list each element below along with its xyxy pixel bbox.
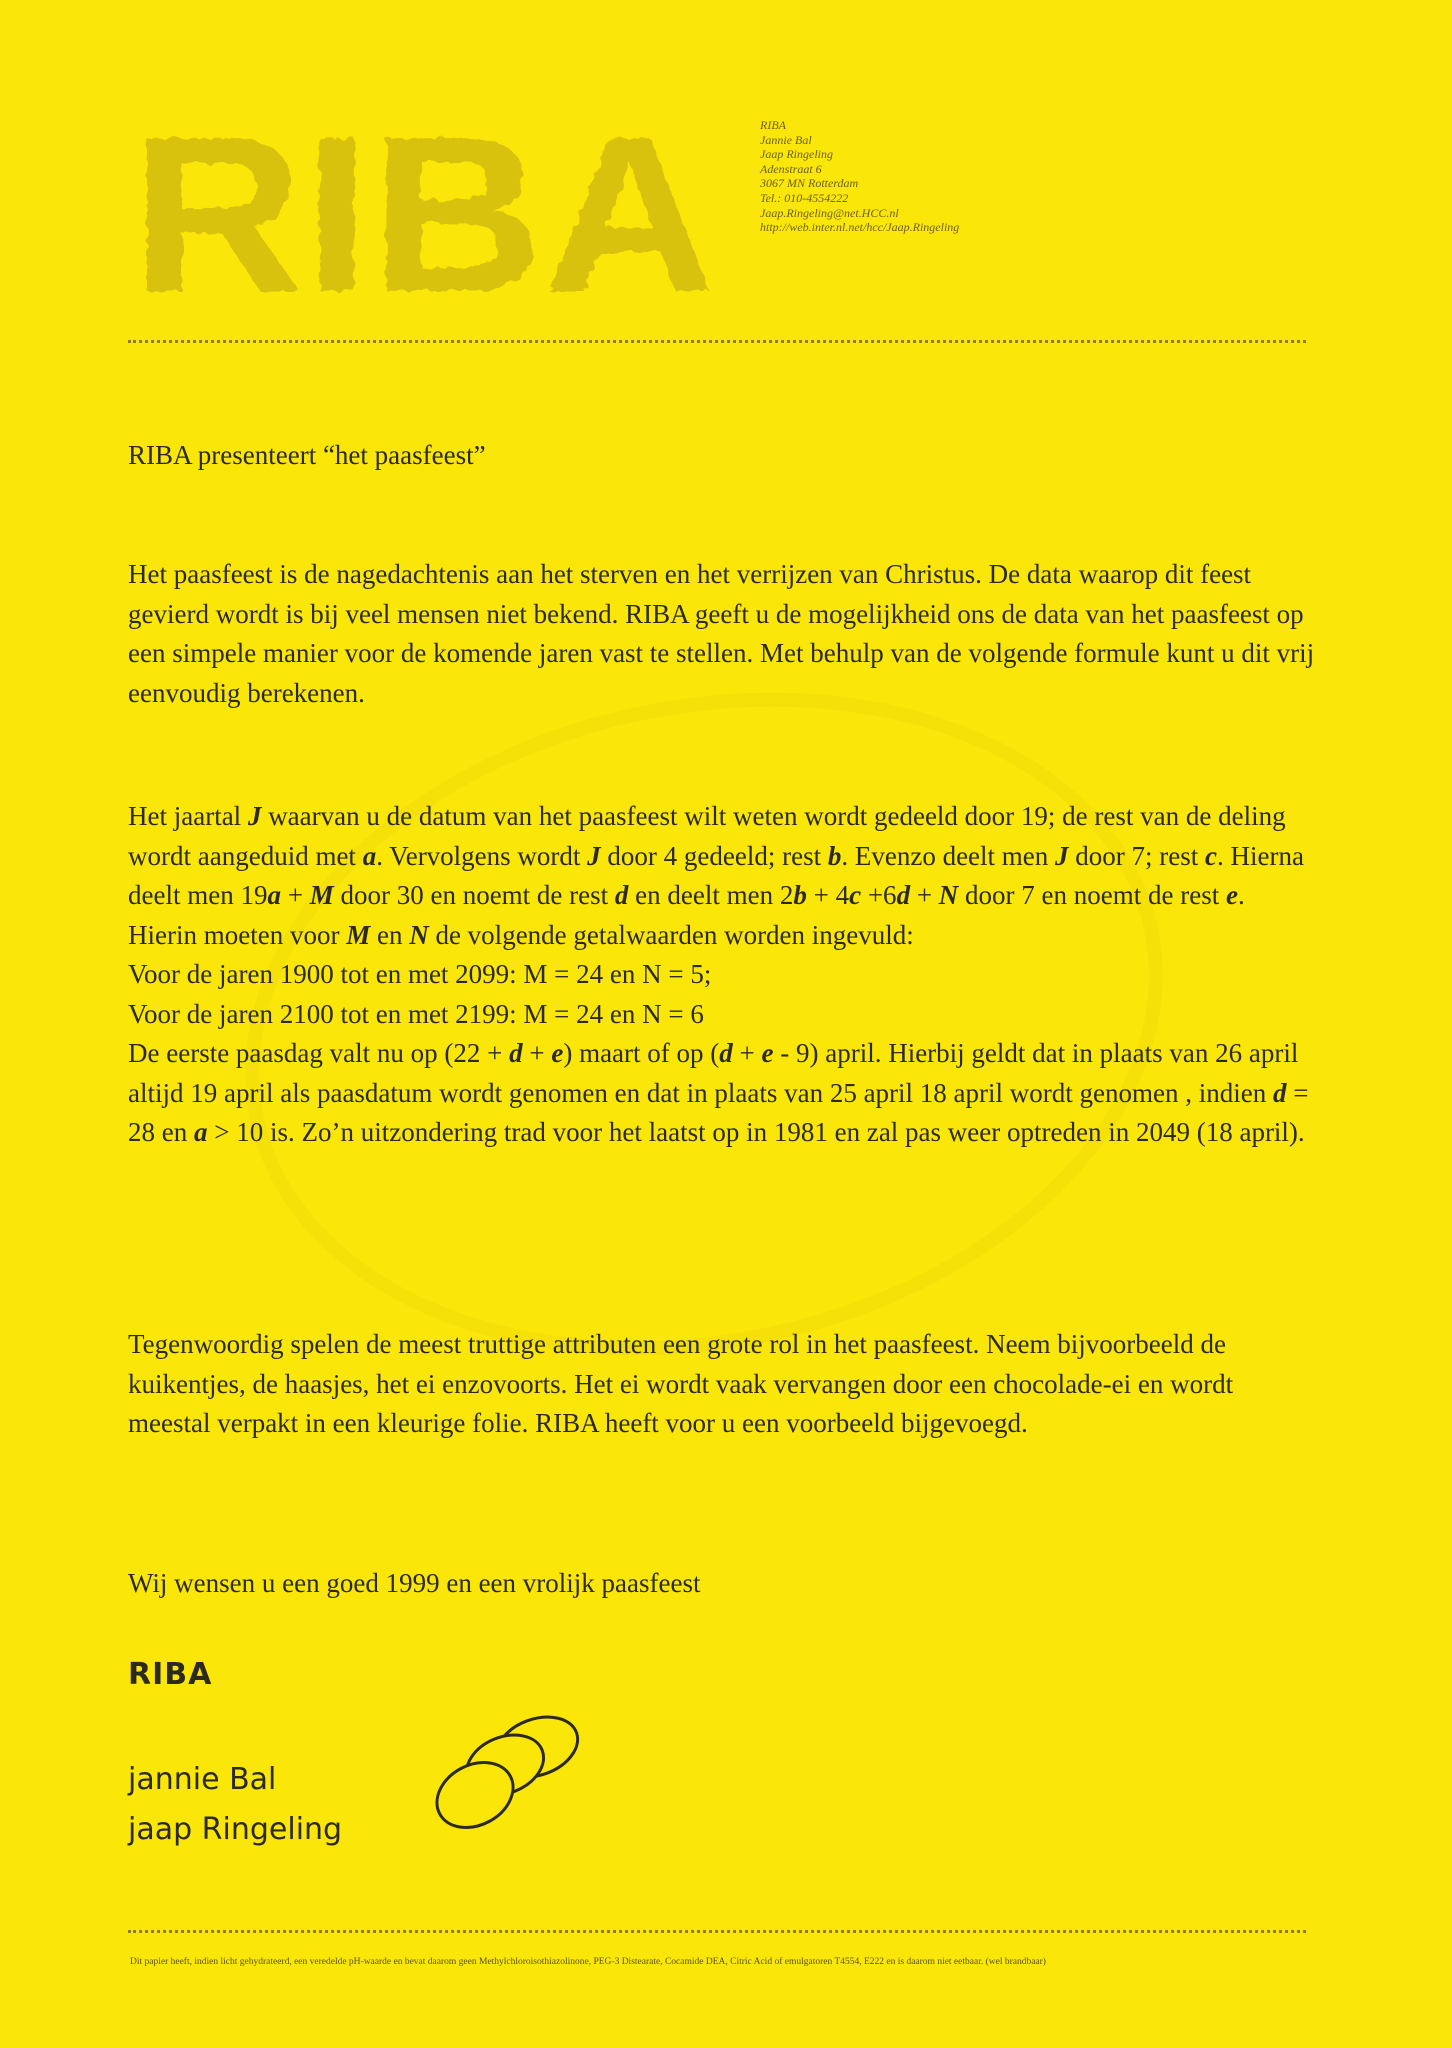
signature-org: RIBA [128, 1657, 213, 1692]
var-e: e [1225, 880, 1238, 910]
var-d: d [509, 1038, 523, 1068]
var-n: N [938, 880, 959, 910]
text: ) maart of op ( [563, 1038, 720, 1068]
contact-line: Jannie Bal [760, 132, 812, 147]
var-m: M [346, 919, 371, 950]
values-2100-2199: Voor de jaren 2100 tot en met 2199: M = 24 en N = 6 [128, 998, 704, 1029]
text: waarvan u de datum van het paasfeest wilt weten wordt gedeeld door 19; de rest van de deling wordt aangeduid met [128, 801, 1286, 871]
contact-line: 3067 MN Rotterdam [760, 176, 859, 191]
var-d: d [896, 880, 911, 910]
text: > 10 is. Zo’n uitzondering trad voor het laatst op in 1981 en zal pas weer optreden in 2049 (18 april). [207, 1117, 1305, 1147]
signature-name-2: jaap Ringeling [128, 1812, 343, 1847]
contact-line: RIBA [760, 118, 786, 132]
text: door 4 gedeeld; rest [600, 840, 828, 871]
eggs-icon [425, 1705, 595, 1835]
values-1900-2099: Voor de jaren 1900 tot en met 2099: M = 24 en N = 5; [128, 959, 712, 989]
var-j: J [587, 840, 601, 871]
contact-block [760, 118, 959, 235]
var-c: c [849, 880, 862, 910]
var-e: e [761, 1038, 774, 1068]
contact-line: Tel.: 010-4554222 [760, 190, 849, 205]
contact-email[interactable]: Jaap.Ringeling@net.HCC.nl [760, 205, 899, 220]
text: . Evenzo deelt men [841, 840, 1056, 871]
paragraph-formula [128, 797, 1318, 1153]
signature-name-1: jannie Bal [128, 1762, 277, 1797]
var-b: b [827, 840, 842, 871]
var-n: N [409, 919, 429, 950]
text: + [280, 880, 310, 910]
text: + 4 [806, 880, 850, 910]
var-m: M [309, 880, 334, 910]
var-c: c [1205, 840, 1217, 871]
var-d: d [614, 880, 629, 910]
intro-line: RIBA presenteert “het paasfeest” [128, 440, 486, 470]
text: + [910, 880, 939, 910]
text: +6 [861, 880, 897, 910]
text: + [522, 1038, 552, 1068]
var-a: a [362, 840, 377, 871]
easter-wish: Wij wensen u een goed 1999 en een vrolijk paasfeest [128, 1568, 701, 1598]
riba-logo-graphic [125, 105, 725, 315]
riba-logo [125, 105, 725, 315]
footer-divider [128, 1930, 1306, 1933]
var-j: J [1055, 840, 1069, 871]
footer-disclaimer: Dit papier heeft, indien licht gehydrateerd, een veredelde pH-waarde en bevat daarom geen Methylchloroisothiazolinone, PEG-3 Distearate, Cocamide DEA, Citric Acid of emulgatoren T4554, E222 en is daarom niet eetbaar. (wel brandbaar) [130, 1957, 1046, 1967]
var-e: e [551, 1038, 564, 1068]
contact-line: Jaap Ringeling [760, 147, 833, 162]
text: . Vervolgens wordt [376, 840, 588, 871]
riba-logo-text: RIBA [131, 105, 716, 315]
text: . [1237, 880, 1245, 910]
text: en [370, 919, 410, 950]
text: = 28 en [128, 1077, 1309, 1147]
text: De eerste paasdag valt nu op (22 + [128, 1038, 510, 1068]
text: en deelt men 2 [628, 880, 794, 910]
text: de volgende getalwaarden worden ingevuld: [428, 919, 914, 950]
text: - 9) april. Hierbij geldt dat in plaats van 26 april altijd 19 april als paasdatum wordt genomen en dat in plaats van 25 april 18 april wordt genomen , indien [128, 1038, 1299, 1108]
text: door 7 en noemt de rest [958, 880, 1226, 910]
var-b: b [793, 880, 807, 910]
text: Het jaartal [128, 801, 248, 831]
var-a: a [193, 1117, 208, 1147]
text: . Hierna deelt men 19 [128, 840, 1304, 910]
header-divider [128, 340, 1306, 343]
text: door 7; rest [1068, 840, 1206, 871]
contact-website[interactable]: http://web.inter.nl.net/hcc/Jaap.Ringeling [760, 220, 960, 235]
text: door 30 en noemt de rest [333, 880, 615, 910]
contact-line: Adenstraat 6 [760, 161, 822, 176]
paragraph-attributes: Tegenwoordig spelen de meest truttige attributen een grote rol in het paasfeest. Neem bijvoorbeeld de kuikentjes, de haasjes, het ei enzovoorts. Het ei wordt vaak vervangen door een chocolade-ei en wordt meestal verpakt in een kleurige folie. RIBA heeft voor u een voorbeeld bijgevoegd. [128, 1329, 1234, 1438]
var-d: d [719, 1038, 733, 1068]
var-j: J [247, 801, 262, 831]
text: Hierin moeten voor [128, 919, 347, 950]
var-a: a [267, 880, 281, 910]
var-d: d [1272, 1077, 1287, 1108]
text: + [732, 1038, 762, 1068]
paragraph-intro: Het paasfeest is de nagedachtenis aan het sterven en het verrijzen van Christus. De data waarop dit feest gevierd wordt is bij veel mensen niet bekend. RIBA geeft u de mogelijkheid ons de data van het paasfeest op een simpele manier voor de komende jaren vast te stellen. Met behulp van de volgende formule kunt u dit vrij eenvoudig berekenen. [128, 559, 1315, 708]
